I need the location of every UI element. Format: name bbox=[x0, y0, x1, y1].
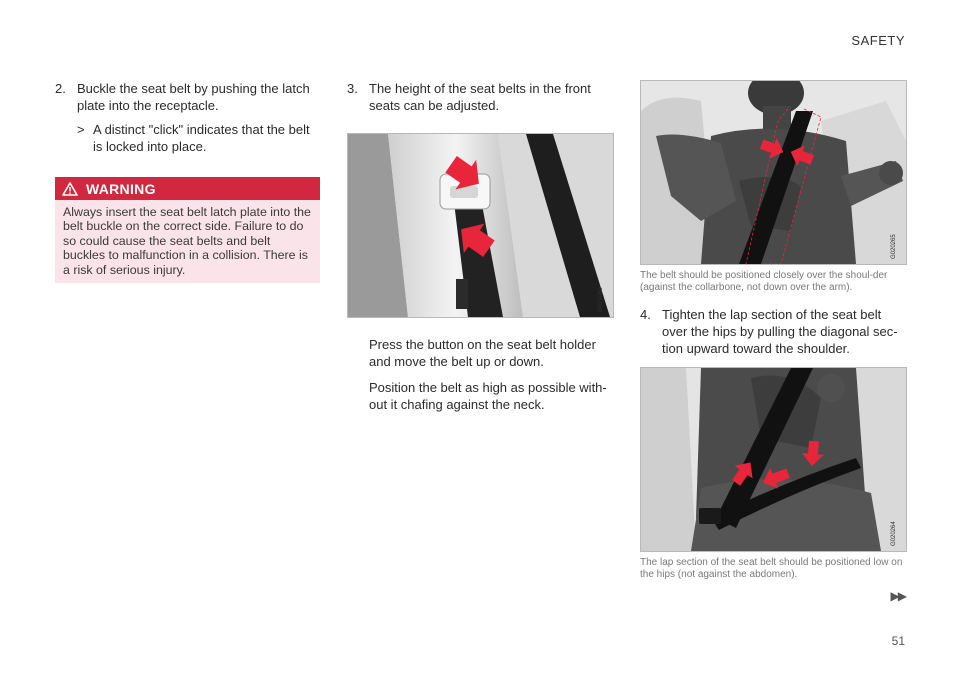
instruction-paragraph-2: Position the belt as high as possible with-out it chafing against the neck. bbox=[369, 380, 607, 412]
step-4 bbox=[640, 306, 907, 357]
figure-code: G020264 bbox=[891, 521, 897, 546]
instruction-paragraph-1: Press the button on the seat belt holder and move the belt up or down. bbox=[369, 337, 596, 369]
shoulder-belt-illustration bbox=[641, 81, 906, 264]
warning-triangle-icon bbox=[62, 182, 78, 196]
figure-caption-1: The belt should be positioned closely over the shoul-der (against the collarbone, not down over the arm). bbox=[640, 270, 888, 293]
warning-header bbox=[55, 177, 320, 200]
step-3 bbox=[347, 80, 614, 114]
page-number: 51 bbox=[891, 634, 905, 648]
belt-adjuster-illustration bbox=[348, 134, 613, 317]
warning-body: Always insert the seat belt latch plate into the belt buckle on the correct side. Failure to do so could cause the seat belts and belt buckles to malfunction in a collision. There is a risk of serious injury. bbox=[63, 205, 311, 277]
shoulder-belt-figure bbox=[640, 80, 907, 265]
figure-code: G021060 bbox=[598, 287, 604, 312]
warning-title: WARNING bbox=[86, 180, 156, 197]
continue-arrow-icon: ▶▶ bbox=[890, 589, 905, 603]
column-right bbox=[640, 80, 907, 581]
step-text: The height of the seat belts in the front seats can be adjusted. bbox=[369, 81, 591, 113]
step-number: 2. bbox=[55, 81, 66, 96]
step-number: 3. bbox=[347, 81, 358, 96]
belt-height-adjuster-figure bbox=[347, 133, 614, 318]
step-text: Tighten the lap section of the seat belt over the hips by pulling the diagonal sec-tion upward toward the shoulder. bbox=[662, 307, 898, 356]
column-middle bbox=[347, 80, 614, 413]
figure-code: G020265 bbox=[891, 234, 897, 259]
result-marker: > bbox=[77, 122, 85, 137]
lap-belt-figure bbox=[640, 367, 907, 552]
step-text: Buckle the seat belt by pushing the latch plate into the receptacle. bbox=[77, 81, 310, 113]
lap-belt-illustration bbox=[641, 368, 906, 551]
warning-box bbox=[55, 177, 320, 283]
step-number: 4. bbox=[640, 307, 651, 322]
figure-caption-2: The lap section of the seat belt should be positioned low on the hips (not against the abdomen). bbox=[640, 557, 903, 580]
section-header: SAFETY bbox=[851, 33, 905, 48]
result-text: A distinct "click" indicates that the belt is locked into place. bbox=[93, 122, 310, 154]
column-left bbox=[55, 80, 320, 283]
step-2-result bbox=[77, 121, 320, 155]
step-2 bbox=[55, 80, 320, 114]
